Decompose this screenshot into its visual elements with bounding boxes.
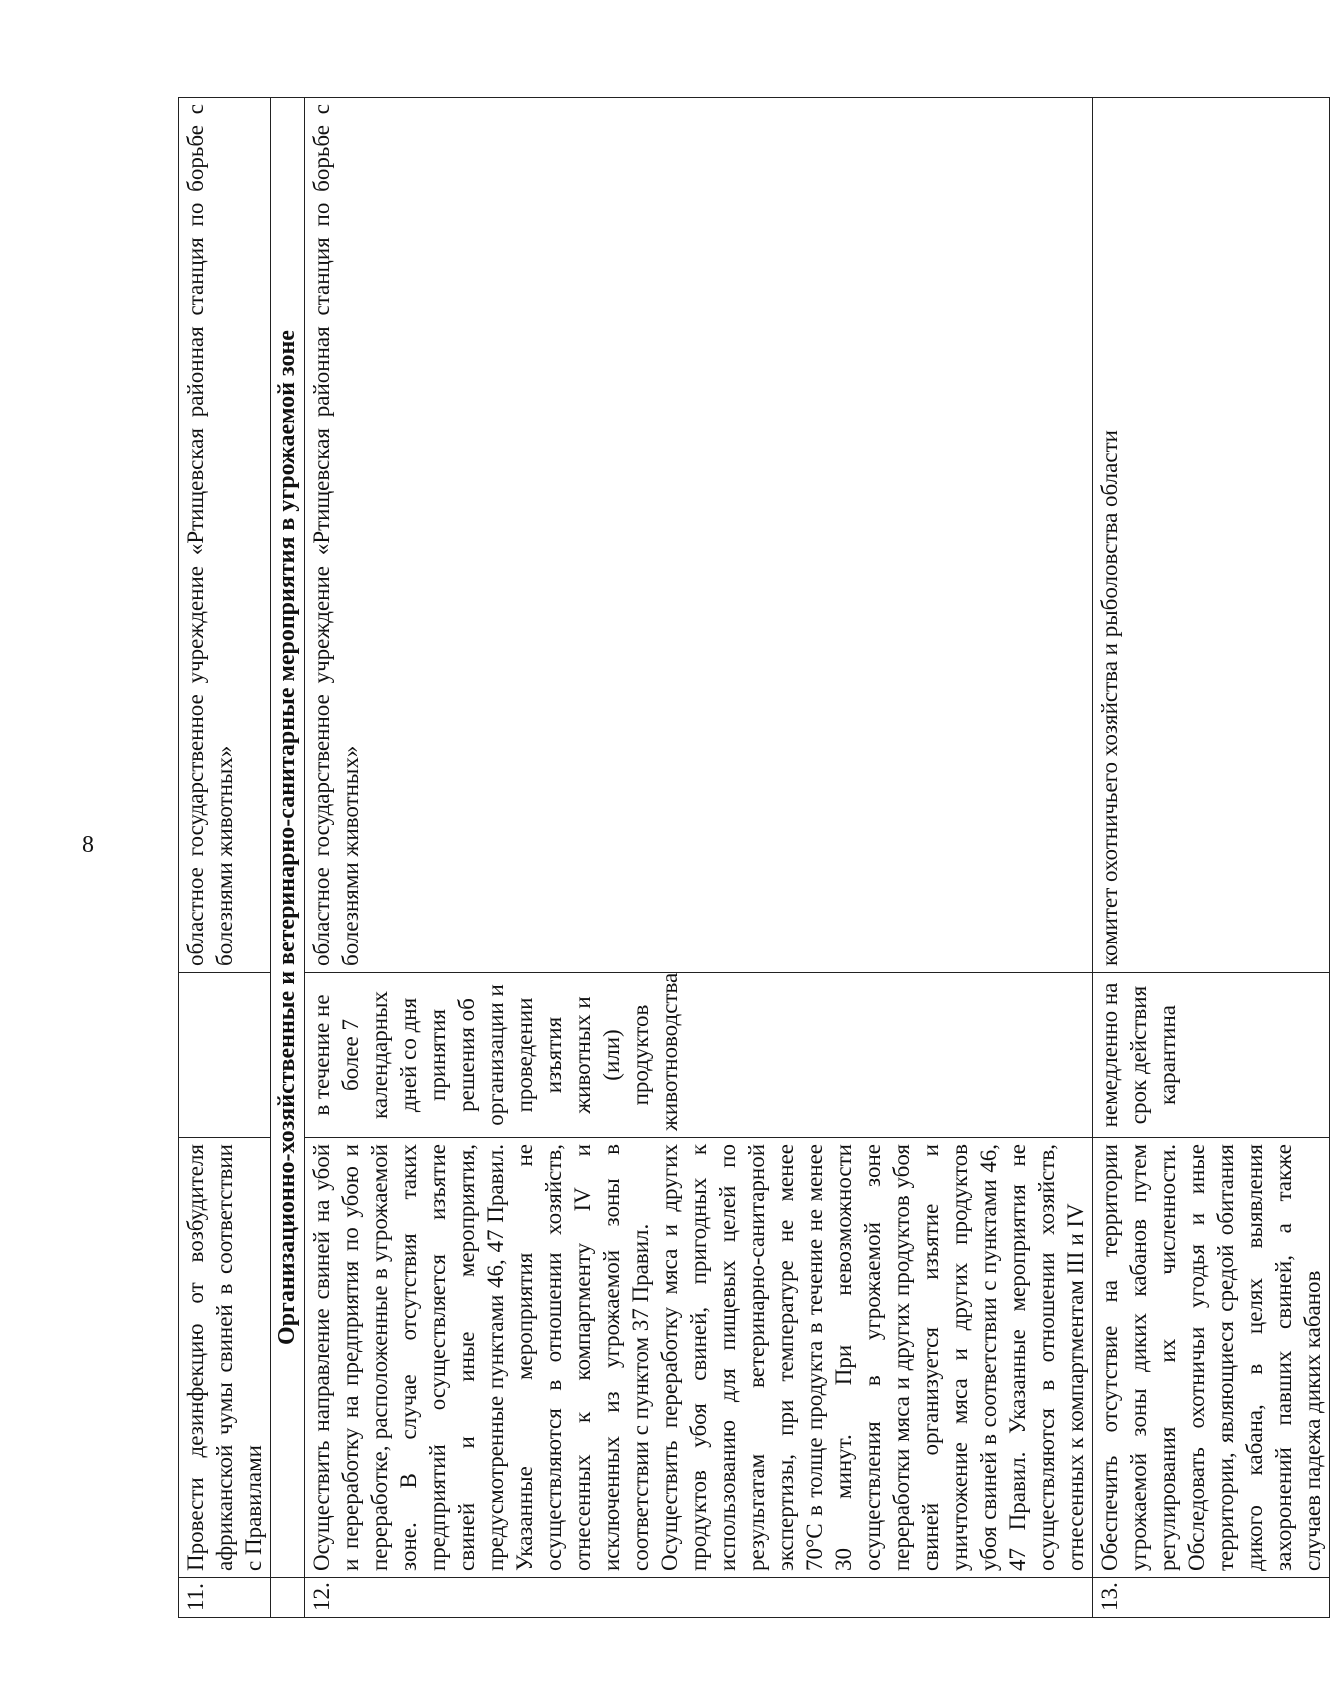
- row-12-responsible: областное государственное учреждение «Ртищевская районная станция по борьбе с болезнями животных»: [305, 98, 1093, 973]
- table-row-12: [305, 98, 1093, 1618]
- row-13-term: немедленно на срок действия карантина: [1093, 973, 1330, 1138]
- row-13-action: Обеспечить отсутствие на территории угрожаемой зоны диких кабанов путем регулирования их численности. Обследовать охотничьи угодья и иные территории, являющиеся средой обитания дикого кабана, в целях выявления захоронений павших свиней, а также случаев падежа диких кабанов: [1093, 1138, 1330, 1578]
- row-12-action-part-2: Осуществить переработку мяса и других продуктов убоя свиней, пригодных к использованию для пищевых целей по результатам ветеринарно-санитарной экспертизы, при температуре не менее 70°С в толще продукта в течение не менее 30 минут. При невозможности осуществления в угрожаемой зоне переработки мяса и других продуктов убоя свиней организуется изъятие и уничтожение мяса и других продуктов убоя свиней в соответствии с пунктами 46, 47 Правил. Указанные мероприятия не осуществляются в отношении хозяйств, отнесенных к компартментам III и IV: [657, 1144, 1088, 1571]
- row-12-term: в течение не более 7 календарных дней со дня принятия решения об организации и проведении изъятия животных и (или) продуктов животноводства: [305, 973, 1093, 1138]
- row-11-action: Провести дезинфекцию от возбудителя африканской чумы свиней в соответствии с Правилами: [179, 1138, 271, 1578]
- section-header-row: [271, 98, 305, 1618]
- table-row-11: [179, 98, 271, 1618]
- row-13-number: 13.: [1093, 1578, 1330, 1618]
- row-12-number: 12.: [305, 1578, 1093, 1618]
- row-12-action: [305, 1138, 1093, 1578]
- row-11-number: 11.: [179, 1578, 271, 1618]
- rotated-table-container: [178, 30, 1325, 1690]
- row-11-term: [179, 973, 271, 1138]
- page-number: 8: [82, 832, 94, 858]
- measures-table: [178, 97, 1330, 1618]
- section-header: Организационно-хозяйственные и ветеринарно-санитарные мероприятия в угрожаемой зоне: [271, 98, 305, 1578]
- table-row-13: [1093, 98, 1330, 1618]
- row-13-responsible: комитет охотничьего хозяйства и рыболовства области: [1093, 98, 1330, 973]
- row-11-responsible: областное государственное учреждение «Ртищевская районная станция по борьбе с болезнями животных»: [179, 98, 271, 973]
- section-header-number-cell: [271, 1578, 305, 1618]
- row-12-action-part-1: Осуществить направление свиней на убой и переработку на предприятия по убою и переработке, расположенные в угрожаемой зоне. В случае отсутствия таких предприятий осуществляется изъятие свиней и иные мероприятия, предусмотренные пунктами 46, 47 Правил. Указанные мероприятия не осуществляются в отношении хозяйств, отнесенных к компартменту IV и исключенных из угрожаемой зоны в соответствии с пунктом 37 Правил.: [309, 1144, 653, 1571]
